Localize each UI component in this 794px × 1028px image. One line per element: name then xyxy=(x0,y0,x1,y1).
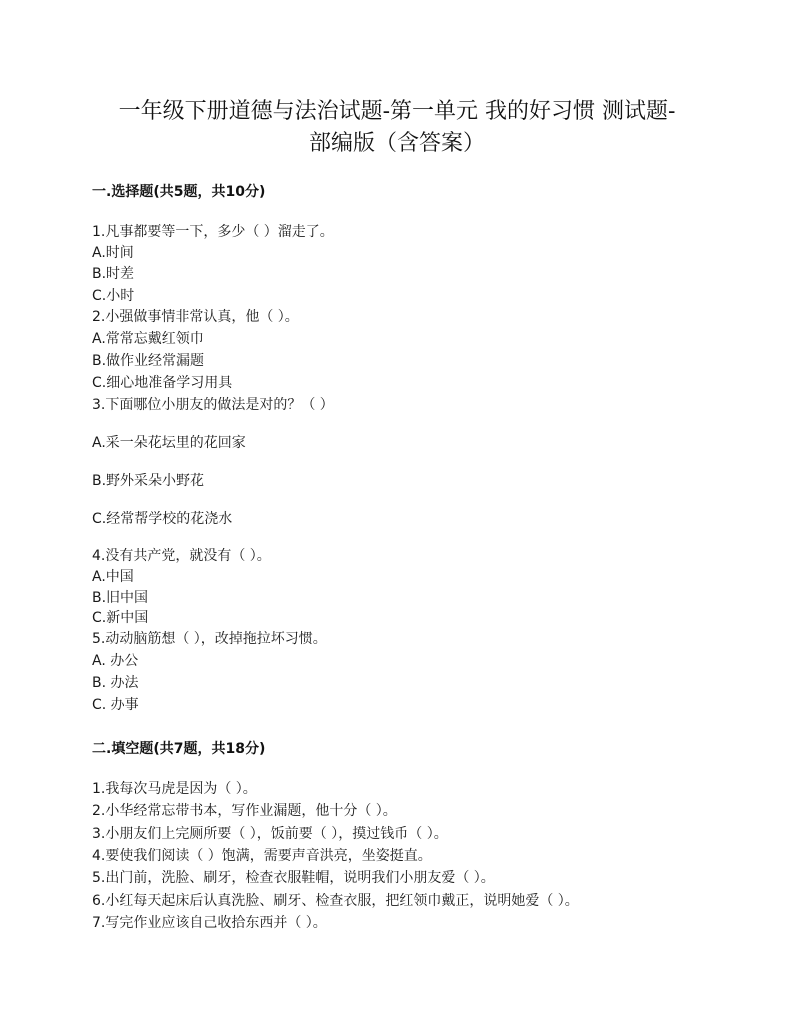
fill-item-6: 6.小红每天起床后认真洗脸、刷牙、检查衣服，把红领巾戴正，说明她爱（ ）。 xyxy=(92,893,579,909)
question-2: 2.小强做事情非常认真，他（ ）。 xyxy=(92,309,299,325)
question-1-option-a: A.时间 xyxy=(92,245,134,261)
question-3-option-a: A.采一朵花坛里的花回家 xyxy=(92,435,246,451)
fill-item-4: 4.要使我们阅读（ ）饱满，需要声音洪亮，坐姿挺直。 xyxy=(92,848,432,864)
question-2-option-b: B.做作业经常漏题 xyxy=(92,353,205,369)
section-heading-fill-in-blank: 二.填空题(共7题，共18分) xyxy=(92,741,266,757)
question-4-option-c: C.新中国 xyxy=(92,610,149,626)
document-title-line-2: 部编版（含答案） xyxy=(308,131,485,156)
question-4-option-b: B.旧中国 xyxy=(92,590,149,606)
fill-item-2: 2.小华经常忘带书本，写作业漏题，他十分（ ）。 xyxy=(92,803,397,819)
question-1-option-c: C.小时 xyxy=(92,288,135,304)
question-3-option-c: C.经常帮学校的花浇水 xyxy=(92,511,233,527)
question-5: 5.动动脑筋想（ ），改掉拖拉坏习惯。 xyxy=(92,631,327,647)
fill-item-5: 5.出门前，洗脸、刷牙，检查衣服鞋帽，说明我们小朋友爱（ ）。 xyxy=(92,870,495,886)
section-heading-multiple-choice: 一.选择题(共5题，共10分) xyxy=(92,184,266,200)
question-3: 3.下面哪位小朋友的做法是对的？（ ） xyxy=(92,397,334,413)
fill-item-7: 7.写完作业应该自己收拾东西并（ ）。 xyxy=(92,915,327,931)
question-5-option-a: A. 办公 xyxy=(92,653,139,669)
question-1-option-b: B.时差 xyxy=(92,266,135,282)
document-title-line-1: 一年级下册道德与法治试题-第一单元 我的好习惯 测试题- xyxy=(118,99,676,124)
question-4: 4.没有共产党，就没有（ ）。 xyxy=(92,548,271,564)
fill-item-1: 1.我每次马虎是因为（ ）。 xyxy=(92,781,257,797)
question-2-option-a: A.常常忘戴红领巾 xyxy=(92,331,204,347)
question-3-option-b: B.野外采朵小野花 xyxy=(92,473,205,489)
fill-item-3: 3.小朋友们上完厕所要（ ），饭前要（ ），摸过钱币（ ）。 xyxy=(92,826,448,842)
question-4-option-a: A.中国 xyxy=(92,569,134,585)
question-5-option-c: C. 办事 xyxy=(92,697,139,713)
question-5-option-b: B. 办法 xyxy=(92,675,139,691)
question-2-option-c: C.细心地准备学习用具 xyxy=(92,375,233,391)
question-1: 1.凡事都要等一下，多少（ ）溜走了。 xyxy=(92,224,334,240)
